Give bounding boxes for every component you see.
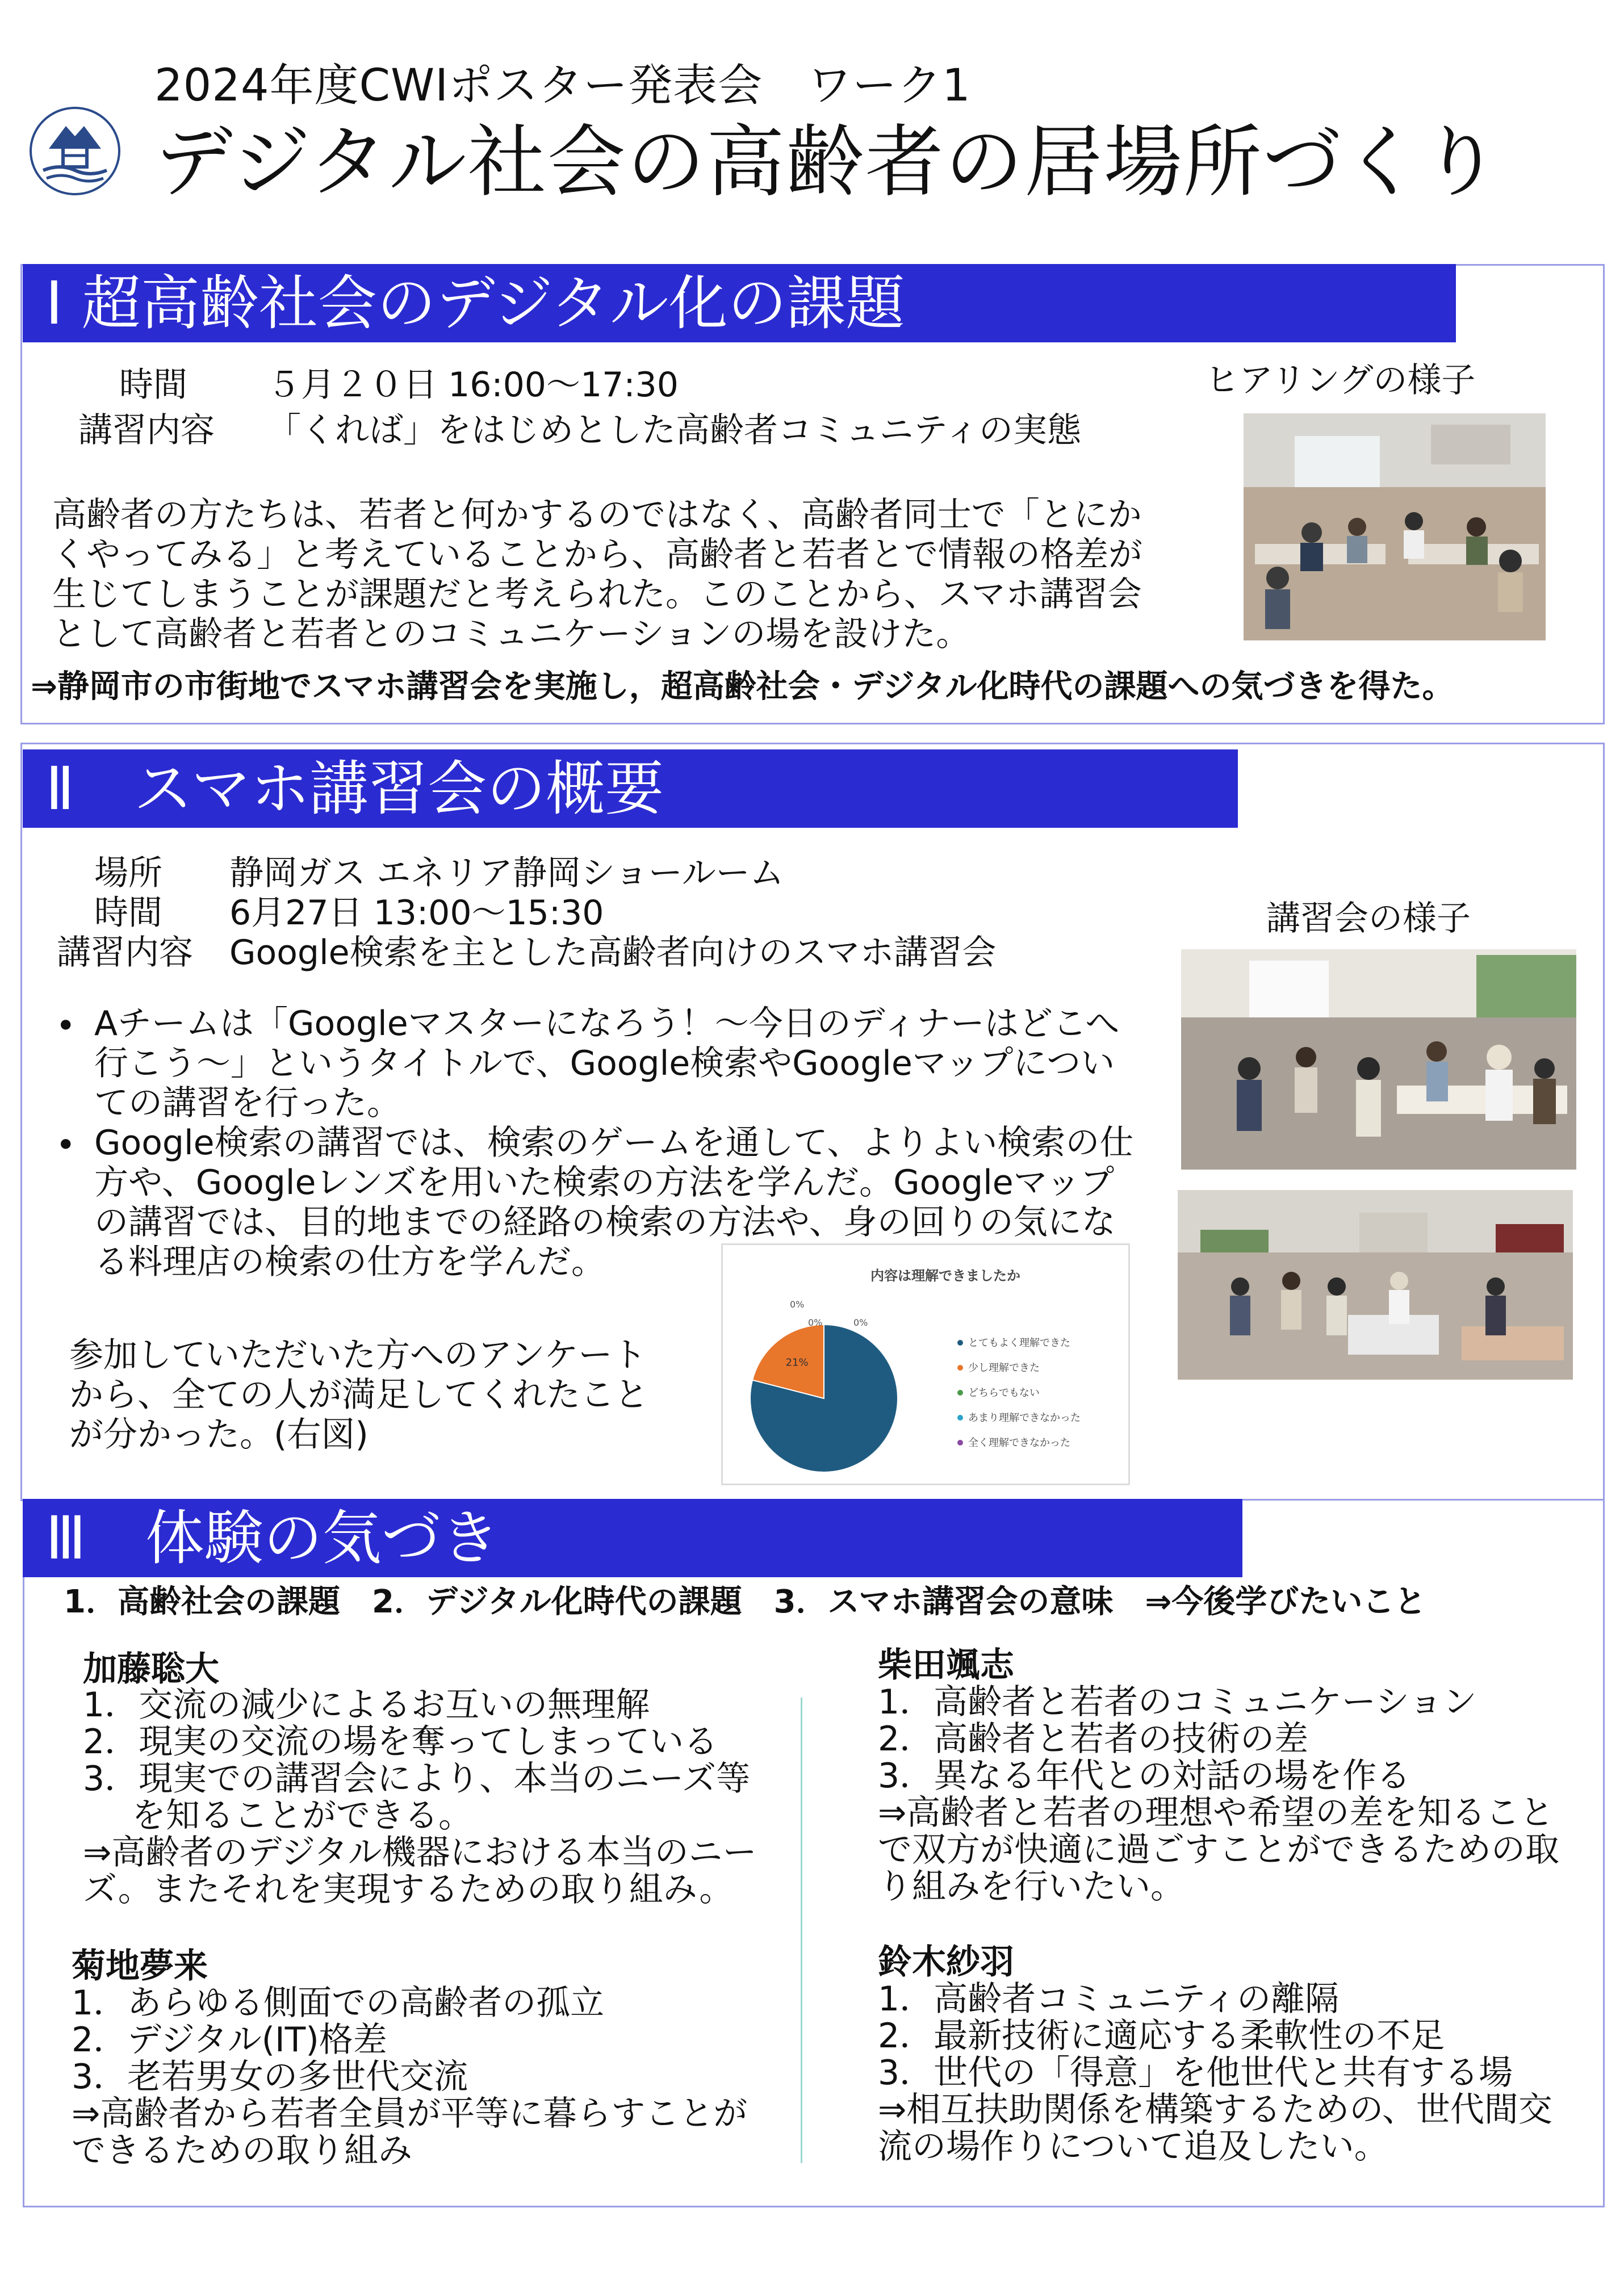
kato-item-3-cont: を知ることができる。 [132, 1796, 472, 1836]
pie-label-2: 0% [790, 1299, 805, 1310]
section-3-topics: 1．高齢社会の課題 2．デジタル化時代の課題 3．スマホ講習会の意味 ⇒今後学びたいこと [64, 1583, 1426, 1620]
chart-title: 内容は理解できましたか [870, 1268, 1020, 1284]
legend-marker-2 [957, 1390, 963, 1396]
bullet-2: Google検索の講習では、検索のゲームを通して、よりよい検索の仕方や、Googleレンズを用いた検索の方法を学んだ。Googleマップの講習では、目的地までの経路の検索の方法や、身の回りの気になる料理店の検索の仕方を学んだ。 [94, 1123, 1134, 1282]
shibata-item-3: 3．異なる年代との対話の場を作る [878, 1756, 1411, 1796]
lecture-photo-2 [1178, 1190, 1573, 1380]
suzuki-conclusion-1: ⇒相互扶助関係を構築するための、世代間交 [878, 2090, 1552, 2130]
kikuchi-item-1: 1．あらゆる側面での高齢者の孤立 [72, 1983, 605, 2023]
suzuki-conclusion-2: 流の場作りについて追及したい。 [878, 2127, 1388, 2167]
legend-label-4: 全く理解できなかった [968, 1437, 1070, 1449]
section-1-body: 高齢者の方たちは、若者と何かするのではなく、高齢者同士で「とにかくやってみる」と考えていることから、高齢者と若者とで情報の格差が生じてしまうことが課題だと考えられた。このことから、スマホ講習会として高齢者と若者とのコミュニケーションの場を設けた。 [52, 495, 1142, 654]
legend-marker-1 [957, 1365, 963, 1371]
hearing-photo [1244, 413, 1546, 640]
survey-chart [721, 1243, 1130, 1485]
time-label-2: 時間 [94, 893, 162, 933]
section-1-heading-band [23, 264, 1456, 342]
section-1-heading: Ⅰ 超高齢社会のデジタル化の課題 [45, 269, 905, 338]
time-value: ５月２０日 16:00〜17:30 [267, 365, 679, 405]
survey-pie-chart [723, 1245, 1128, 1484]
kato-item-1: 1．交流の減少によるお互いの無理解 [83, 1685, 650, 1725]
kikuchi-item-2: 2．デジタル(IT)格差 [72, 2020, 387, 2060]
section-2-heading-band [23, 749, 1238, 828]
legend-marker-0 [957, 1340, 963, 1346]
pie-label-0: 79% [842, 1428, 865, 1441]
place-label: 場所 [94, 853, 162, 893]
kato-item-2: 2．現実の交流の場を奪ってしまっている [83, 1722, 718, 1762]
legend-label-1: 少し理解できた [968, 1362, 1040, 1374]
person-name-kikuchi: 菊地夢来 [72, 1946, 208, 1986]
kikuchi-conclusion-2: できるための取り組み [72, 2131, 412, 2171]
shibata-item-2: 2．高齢者と若者の技術の差 [878, 1719, 1309, 1759]
person-name-suzuki: 鈴木紗羽 [878, 1942, 1014, 1982]
shibata-conclusion-2: で双方が快適に過ごすことができるための取 [878, 1830, 1559, 1870]
event-subtitle: 2024年度CWIポスター発表会 ワーク1 [154, 60, 971, 111]
lecture-photo-1 [1181, 949, 1576, 1170]
time-label: 時間 [119, 365, 187, 405]
kikuchi-conclusion-1: ⇒高齢者から若者全員が平等に暮らすことが [72, 2094, 748, 2134]
poster-title: デジタル社会の高齢者の居場所づくり [154, 116, 1501, 208]
column-divider [801, 1698, 802, 2163]
pie-label-4: 0% [853, 1317, 868, 1328]
person-name-shibata: 柴田颯志 [878, 1645, 1014, 1685]
person-name-kato: 加藤聡大 [83, 1649, 219, 1689]
legend-marker-4 [957, 1440, 963, 1446]
pie-label-1: 21% [785, 1356, 809, 1369]
section-2-heading: Ⅱ スマホ講習会の概要 [45, 754, 664, 823]
suzuki-item-3: 3．世代の「得意」を他世代と共有する場 [878, 2053, 1513, 2093]
bullet-dot-2: • [56, 1125, 76, 1165]
section-1-conclusion: ⇒静岡市の市街地でスマホ講習会を実施し，超高齢社会・デジタル化時代の課題への気づきを得た。 [31, 668, 1454, 705]
kato-item-3: 3．現実での講習会により、本当のニーズ等 [83, 1759, 751, 1799]
kato-conclusion-2: ズ。またそれを実現するための取り組み。 [83, 1870, 734, 1909]
suzuki-item-2: 2．最新技術に適応する柔軟性の不足 [878, 2016, 1445, 2056]
hearing-photo-caption: ヒアリングの様子 [1205, 361, 1476, 400]
shibata-conclusion-1: ⇒高齢者と若者の理想や希望の差を知ること [878, 1793, 1554, 1833]
kato-conclusion-1: ⇒高齢者のデジタル機器における本当のニー [83, 1833, 757, 1872]
content-label: 講習内容 [78, 410, 215, 450]
university-seal-logo [30, 107, 120, 195]
lecture-photo-caption: 講習会の様子 [1266, 899, 1471, 938]
bullet-dot-1: • [56, 1006, 76, 1046]
legend-label-3: あまり理解できなかった [968, 1412, 1081, 1424]
kikuchi-item-3: 3．老若男女の多世代交流 [72, 2057, 468, 2097]
content-label-2: 講習内容 [57, 933, 193, 973]
bullet-1: Aチームは「Googleマスターになろう！〜今日のディナーはどこへ行こう〜」というタイトルで、Google検索やGoogleマップについての講習を行った。 [94, 1004, 1120, 1123]
content-value: 「くれば」をはじめとした高齢者コミュニティの実態 [267, 410, 1081, 450]
shibata-conclusion-3: り組みを行いたい。 [878, 1867, 1184, 1907]
legend-label-0: とてもよく理解できた [968, 1337, 1070, 1349]
content-value-2: Google検索を主とした高齢者向けのスマホ講習会 [229, 933, 997, 973]
seal-icon [32, 109, 118, 193]
survey-text: 参加していただいた方へのアンケートから、全ての人が満足してくれたことが分かった。(右図) [69, 1335, 648, 1455]
legend-label-2: どちらでもない [968, 1387, 1040, 1399]
suzuki-item-1: 1．高齢者コミュニティの離隔 [878, 1979, 1340, 2019]
section-3-heading: Ⅲ 体験の気づき [45, 1503, 500, 1573]
pie-label-3: 0% [808, 1317, 823, 1328]
legend-marker-3 [957, 1415, 963, 1421]
time-value-2: 6月27日 13:00〜15:30 [229, 893, 604, 933]
shibata-item-1: 1．高齢者と若者のコミュニケーション [878, 1682, 1477, 1722]
place-value: 静岡ガス エネリア静岡ショールーム [229, 853, 784, 893]
section-3-heading-band [23, 1499, 1242, 1577]
